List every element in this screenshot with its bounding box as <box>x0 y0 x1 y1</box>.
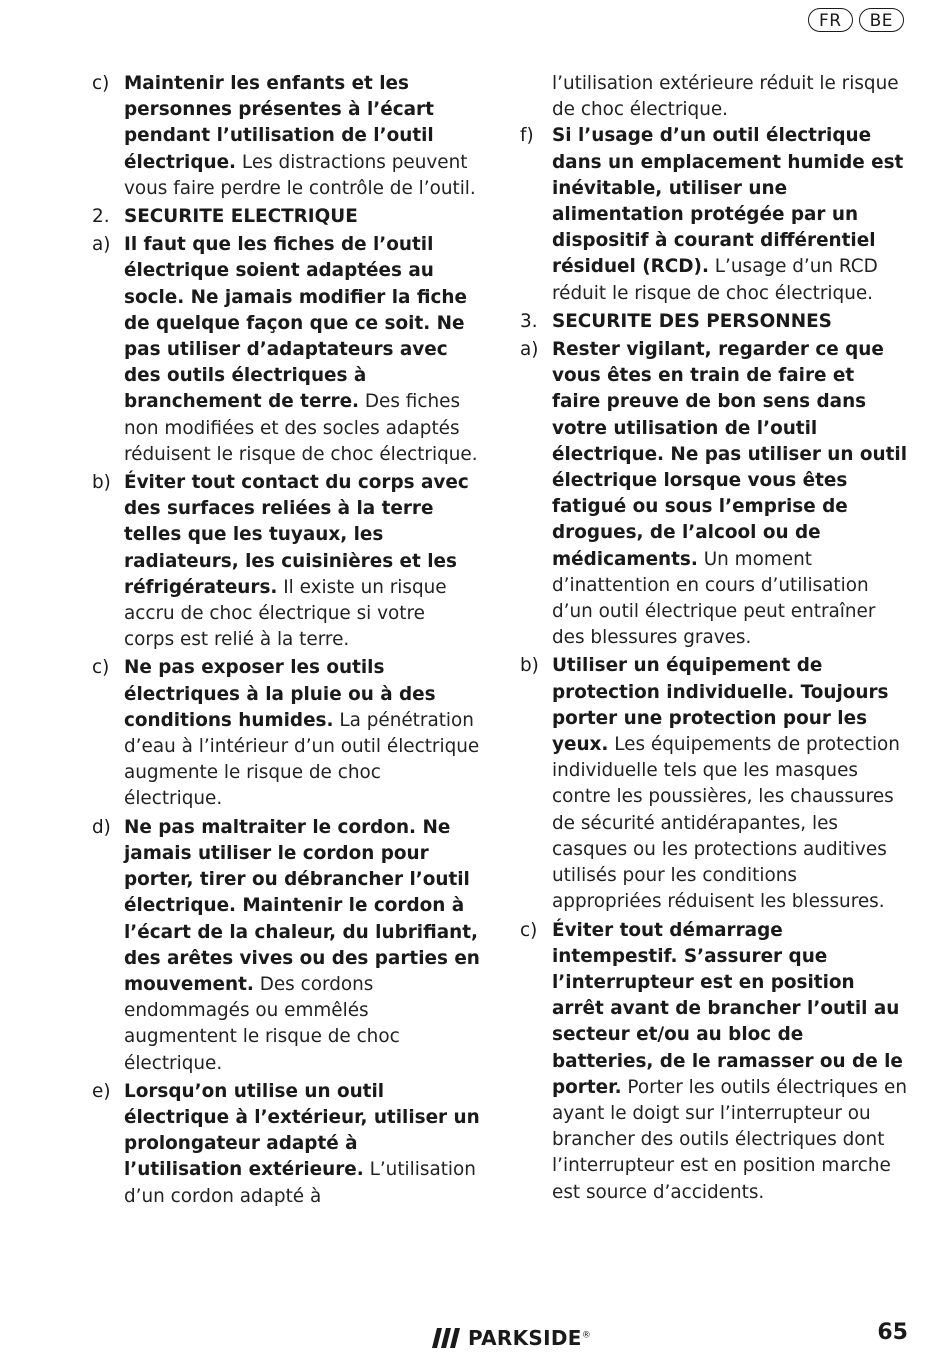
item-label: f) <box>520 125 534 147</box>
section-title: SECURITE DES PERSONNES <box>552 310 832 332</box>
item-label: e) <box>92 1080 111 1102</box>
item-normal-text: Des cordons endommagés ou emmêlés augmentent le risque de choc électrique. <box>124 973 400 1074</box>
language-badge-fr: FR <box>808 8 853 32</box>
list-item <box>520 123 908 306</box>
language-badge-be: BE <box>859 8 904 32</box>
item-normal-text: Porter les outils électriques en ayant le doigt sur l’interrupteur ou brancher des outils électriques dont l’interrupteur est en position marche est source d’accidents. <box>552 1076 907 1203</box>
item-label: a) <box>92 234 111 256</box>
left-column <box>92 71 480 1212</box>
item-bold-text: Ne pas maltraiter le cordon. Ne jamais utiliser le cordon pour porter, tirer ou débrancher l’outil électrique. Maintenir le cordon à l’écart de la chaleur, du lubrifiant, des arêtes vives ou des parties en mouvement. <box>124 816 480 995</box>
item-text <box>124 1079 480 1210</box>
language-badges <box>808 8 904 32</box>
list-item <box>92 232 480 468</box>
right-column <box>520 71 908 1208</box>
item-bold-text: Éviter tout démarrage intempestif. S’assurer que l’interrupteur est en position arrêt avant de brancher l’outil au secteur et/ou au bloc de batteries, de le ramasser ou de le porter. <box>552 919 903 1098</box>
item-bold-text: Maintenir les enfants et les personnes présentes à l’écart pendant l’utilisation de l’outil électrique. <box>124 73 434 173</box>
list-item <box>520 653 908 915</box>
section-number: 3. <box>520 310 538 332</box>
section-number: 2. <box>92 206 110 228</box>
list-item <box>92 655 480 812</box>
list-item <box>92 1079 480 1210</box>
item-label: b) <box>92 472 111 494</box>
item-label: d) <box>92 816 111 838</box>
item-bold-text: Ne pas exposer les outils électriques à la pluie ou à des conditions humides. <box>124 657 436 731</box>
item-text <box>552 653 908 915</box>
item-text <box>124 71 480 202</box>
item-normal-text: Il existe un risque accru de choc électrique si votre corps est relié à la terre. <box>124 576 447 651</box>
trademark-symbol: ® <box>581 1330 592 1341</box>
item-text <box>124 470 480 653</box>
item-text <box>124 232 480 468</box>
item-bold-text: Lorsqu’on utilise un outil électrique à l’extérieur, utiliser un prolongateur adapté à l’utilisation extérieure. <box>124 1080 480 1181</box>
section-heading <box>92 204 480 230</box>
item-normal-text: La pénétration d’eau à l’intérieur d’un outil électrique augmente le risque de choc électrique. <box>124 709 480 810</box>
list-item <box>92 71 480 202</box>
list-item <box>92 815 480 1077</box>
item-normal-text: Des fiches non modifiées et des socles adaptés réduisent le risque de choc électrique. <box>124 391 478 465</box>
item-normal-text: Les équipements de protection individuelle tels que les masques contre les poussières, les chaussures de sécurité antidérapantes, les casques ou les protections auditives utilisés pour les conditions appropriées réduisent les blessures. <box>552 734 900 913</box>
item-bold-text: Utiliser un équipement de protection individuelle. Toujours porter une protection pour les yeux. <box>552 655 889 756</box>
item-normal-text: Un moment d’inattention en cours d’utilisation d’un outil électrique peut entraîner des blessures graves. <box>552 548 876 649</box>
brand-stripes-icon <box>432 1328 462 1348</box>
section-heading <box>520 309 908 335</box>
list-item <box>92 470 480 653</box>
item-label: c) <box>520 919 538 941</box>
item-text <box>552 337 908 651</box>
item-normal-text: L’usage d’un RCD réduit le risque de choc électrique. <box>552 256 878 304</box>
list-item <box>520 918 908 1206</box>
parkside-logo <box>432 1326 591 1350</box>
item-text <box>552 918 908 1206</box>
item-text <box>124 815 480 1077</box>
continued-text: l’utilisation extérieure réduit le risque de choc électrique. <box>552 73 899 121</box>
item-bold-text: Rester vigilant, regarder ce que vous êtes en train de faire et faire preuve de bon sens dans votre utilisation de l’outil électrique. Ne pas utiliser un outil électrique lorsque vous êtes fatigué ou sous l’emprise de drogues, de l’alcool ou de médicaments. <box>552 339 908 570</box>
section-title: SECURITE ELECTRIQUE <box>124 206 358 228</box>
item-text <box>124 655 480 812</box>
item-normal-text: Les distractions peuvent vous faire perdre le contrôle de l’outil. <box>124 151 476 199</box>
item-normal-text: L’utilisation d’un cordon adapté à <box>124 1159 476 1207</box>
item-label: c) <box>92 73 110 94</box>
item-label: b) <box>520 655 539 677</box>
item-bold-text: Il faut que les fiches de l’outil électrique soient adaptées au socle. Ne jamais modifier la fiche de quelque façon que ce soit. Ne pas utiliser d’adaptateurs avec des outils électriques à branchement de terre. <box>124 234 467 413</box>
item-bold-text: Si l’usage d’un outil électrique dans un emplacement humide est inévitable, utiliser une alimentation protégée par un dispositif à courant différentiel résiduel (RCD). <box>552 125 904 278</box>
list-item <box>520 337 908 651</box>
item-bold-text: Éviter tout contact du corps avec des surfaces reliées à la terre telles que les tuyaux, les radiateurs, les cuisinières et les réfrigérateurs. <box>124 472 469 598</box>
page-number: 65 <box>877 1320 908 1345</box>
item-text <box>552 123 908 306</box>
item-label: c) <box>92 657 110 679</box>
item-label: a) <box>520 339 539 361</box>
brand-name: PARKSIDE® <box>468 1326 592 1350</box>
